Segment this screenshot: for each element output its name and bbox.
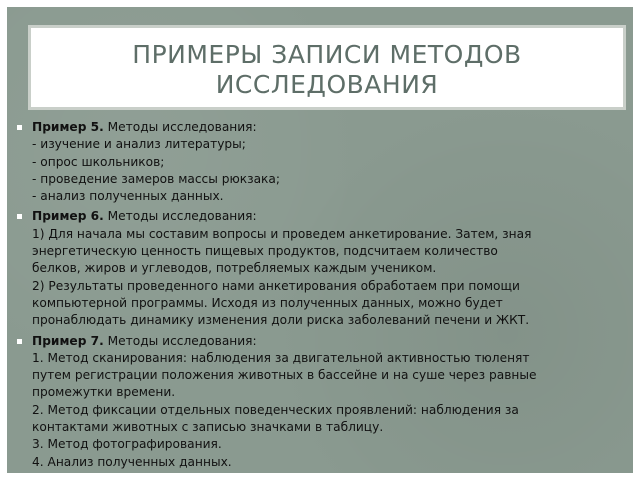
example-label: Пример 5.	[32, 120, 104, 134]
title-line-2: ИССЛЕДОВАНИЯ	[215, 70, 439, 99]
example-line: контактами животных с записью значками в таблицу.	[32, 420, 384, 435]
bullet-square-icon	[17, 125, 22, 130]
slide-title	[31, 40, 623, 100]
slide	[7, 7, 633, 473]
example-label: Пример 6.	[32, 209, 104, 224]
example-intro: Методы исследования:	[103, 333, 257, 348]
title-box	[28, 25, 626, 110]
example-line: 2) Результаты проведенного нами анкетирования обработаем при помощи	[32, 278, 520, 293]
example-line: путем регистрации положения животных в бассейне и на суше через равные	[32, 368, 537, 383]
example-line: 3. Метод фотографирования.	[32, 437, 222, 452]
example-line: 1. Метод сканирования: наблюдения за двигательной активностью тюленят	[32, 350, 530, 365]
example-line: белков, жиров и углеводов, потребляемых каждым учеником.	[32, 261, 437, 276]
example-6	[7, 208, 625, 329]
example-line: - анализ полученных данных.	[32, 189, 224, 204]
example-line: 2. Метод фиксации отдельных поведенческих проявлений: наблюдения за	[32, 402, 519, 417]
example-7	[7, 333, 625, 471]
example-heading	[32, 333, 625, 350]
bullet-square-icon	[17, 339, 22, 344]
example-line: промежутки времени.	[32, 385, 176, 400]
example-line: энергетическую ценность пищевых продуктов, подсчитаем количество	[32, 244, 498, 259]
example-line: компьютерной программы. Исходя из полученных данных, можно будет	[32, 295, 503, 310]
bullet-square-icon	[17, 214, 22, 219]
example-line: - опрос школьников;	[32, 154, 165, 169]
title-line-1: ПРИМЕРЫ ЗАПИСИ МЕТОДОВ	[132, 40, 522, 69]
example-line: 1) Для начала мы составим вопросы и проведем анкетирование. Затем, зная	[32, 226, 532, 241]
example-line: - проведение замеров массы рюкзака;	[32, 171, 280, 186]
example-line: 4. Анализ полученных данных.	[32, 454, 232, 469]
example-intro: Методы исследования:	[103, 209, 257, 224]
example-line: пронаблюдать динамику изменения доли риска заболеваний печени и ЖКТ.	[32, 313, 530, 328]
example-5	[7, 119, 625, 205]
examples-list	[7, 119, 625, 474]
example-label: Пример 7.	[32, 333, 104, 348]
example-heading	[32, 208, 625, 225]
example-intro: Методы исследования:	[103, 120, 257, 134]
example-heading	[32, 119, 625, 136]
example-line: - изучение и анализ литературы;	[32, 137, 246, 152]
